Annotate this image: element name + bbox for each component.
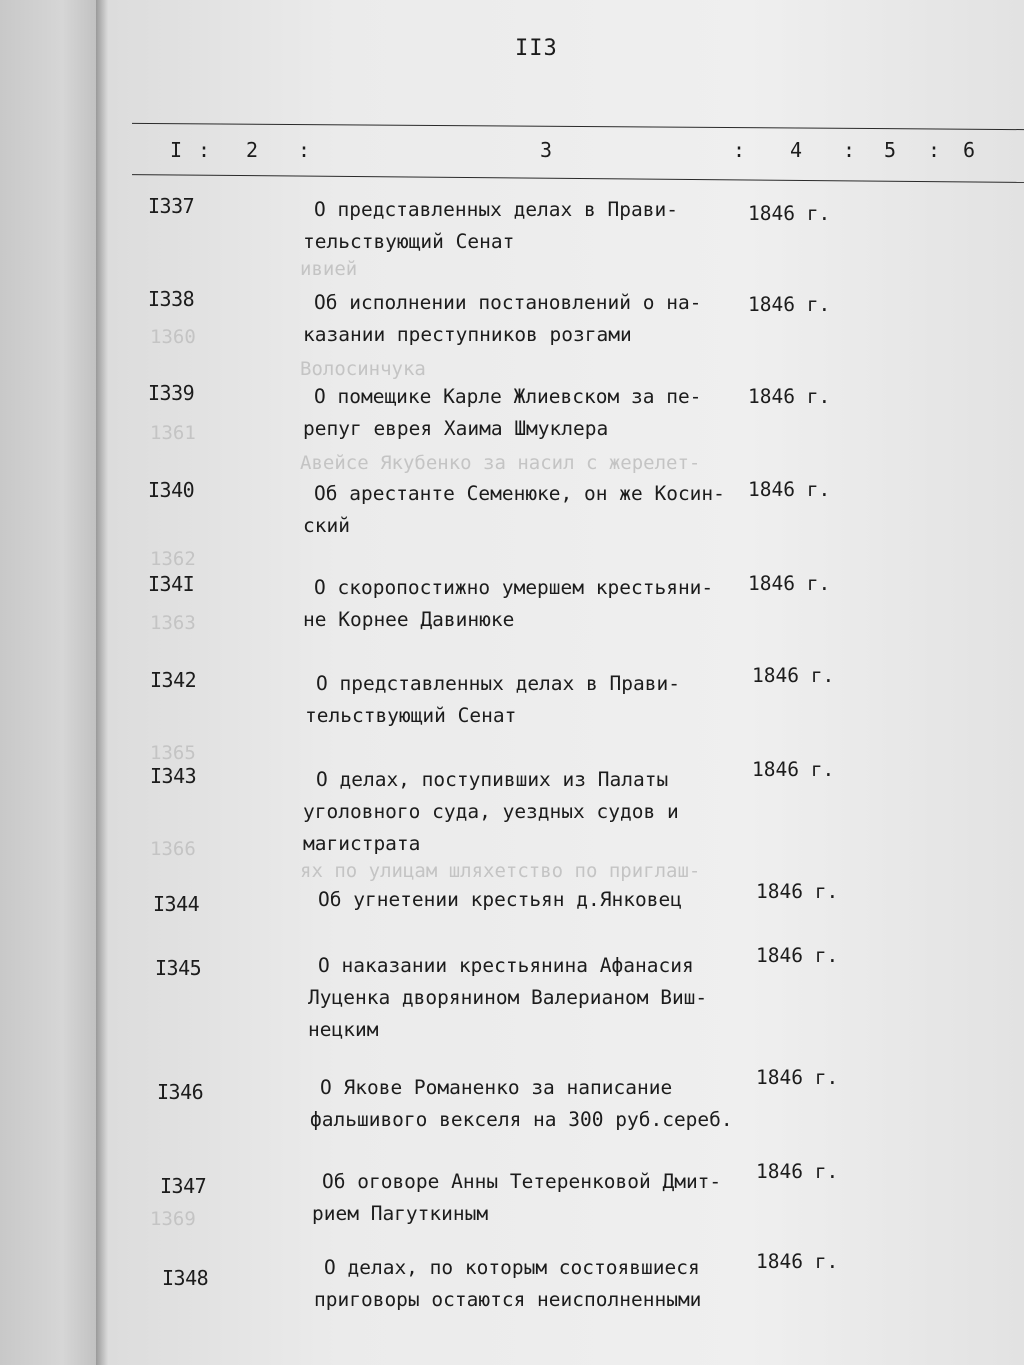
entry-year: 1846 г. [756, 880, 839, 903]
entry-number: I337 [148, 194, 195, 218]
entry-title-line: магистрата [303, 832, 421, 855]
entry-title-line: тельствующий Сенат [305, 704, 517, 727]
entry-title-line: не Корнее Давинюке [303, 608, 515, 631]
entry-title-line: казании преступников розгами [303, 323, 632, 346]
entry-title-line: рием Пагуткиным [312, 1202, 489, 1225]
entry-number: I343 [150, 764, 197, 788]
entry-title-line: Об угнетении крестьян д.Янковец [318, 888, 682, 911]
entry-number: I342 [150, 668, 197, 692]
entry-number: I348 [162, 1266, 209, 1290]
entry-title-line: фальшивого векселя на 300 руб.сереб. [310, 1108, 733, 1131]
entry-title-line: приговоры остаются неисполненными [314, 1288, 702, 1311]
entry-number: I34I [148, 572, 195, 596]
entry-title-line: О Якове Романенко за написание [320, 1076, 673, 1099]
entry-number: I340 [148, 478, 195, 502]
facing-page [0, 0, 104, 1365]
entry-year: 1846 г. [756, 944, 839, 967]
entry-year: 1846 г. [748, 478, 831, 501]
column-header: 3 [540, 138, 553, 162]
entry-title-line: тельствующий Сенат [303, 230, 515, 253]
entry-title-line: О делах, поступивших из Палаты [316, 768, 669, 791]
entry-title-line: О представленных делах в Прави- [316, 672, 680, 695]
entry-title-line: ский [303, 514, 350, 537]
entry-year: 1846 г. [756, 1160, 839, 1183]
entry-number: I338 [148, 287, 195, 311]
column-separator: : [843, 138, 856, 162]
page-number: II3 [515, 36, 558, 61]
entry-title-line: Об арестанте Семенюке, он же Косин- [314, 482, 725, 505]
entry-year: 1846 г. [756, 1066, 839, 1089]
entry-year: 1846 г. [756, 1250, 839, 1273]
entry-title-line: О представленных делах в Прави- [314, 198, 678, 221]
entry-title-line: О делах, по которым состоявшиеся [324, 1256, 700, 1279]
entry-year: 1846 г. [752, 664, 835, 687]
entry-number: I346 [157, 1080, 204, 1104]
entry-year: 1846 г. [748, 293, 831, 316]
column-header: 6 [963, 138, 976, 162]
entry-title-line: уголовного суда, уездных судов и [303, 800, 679, 823]
column-separator: : [733, 138, 746, 162]
entry-number: I344 [153, 892, 200, 916]
entry-year: 1846 г. [748, 385, 831, 408]
column-header: I [170, 138, 183, 162]
column-header: 2 [246, 138, 259, 162]
entry-title-line: О скоропостижно умершем крестьяни- [314, 576, 714, 599]
column-separator: : [298, 138, 311, 162]
entry-number: I345 [155, 956, 202, 980]
entry-year: 1846 г. [748, 202, 831, 225]
column-header: 4 [790, 138, 803, 162]
column-header-row [0, 138, 1024, 172]
column-header: 5 [884, 138, 897, 162]
entry-year: 1846 г. [748, 572, 831, 595]
entry-title-line: Луценка дворянином Валерианом Виш- [308, 986, 708, 1009]
entry-title-line: репуг еврея Хаима Шмуклера [303, 417, 609, 440]
entry-title-line: Об исполнении постановлений о на- [314, 291, 702, 314]
column-separator: : [928, 138, 941, 162]
entry-title-line: нецким [308, 1018, 379, 1041]
entry-year: 1846 г. [752, 758, 835, 781]
column-separator: : [198, 138, 211, 162]
entry-number: I347 [160, 1174, 207, 1198]
entry-title-line: О помещике Карле Жлиевском за пе- [314, 385, 702, 408]
entry-title-line: О наказании крестьянина Афанасия [318, 954, 694, 977]
entry-title-line: Об оговоре Анны Тетеренковой Дмит- [322, 1170, 722, 1193]
entry-number: I339 [148, 381, 195, 405]
